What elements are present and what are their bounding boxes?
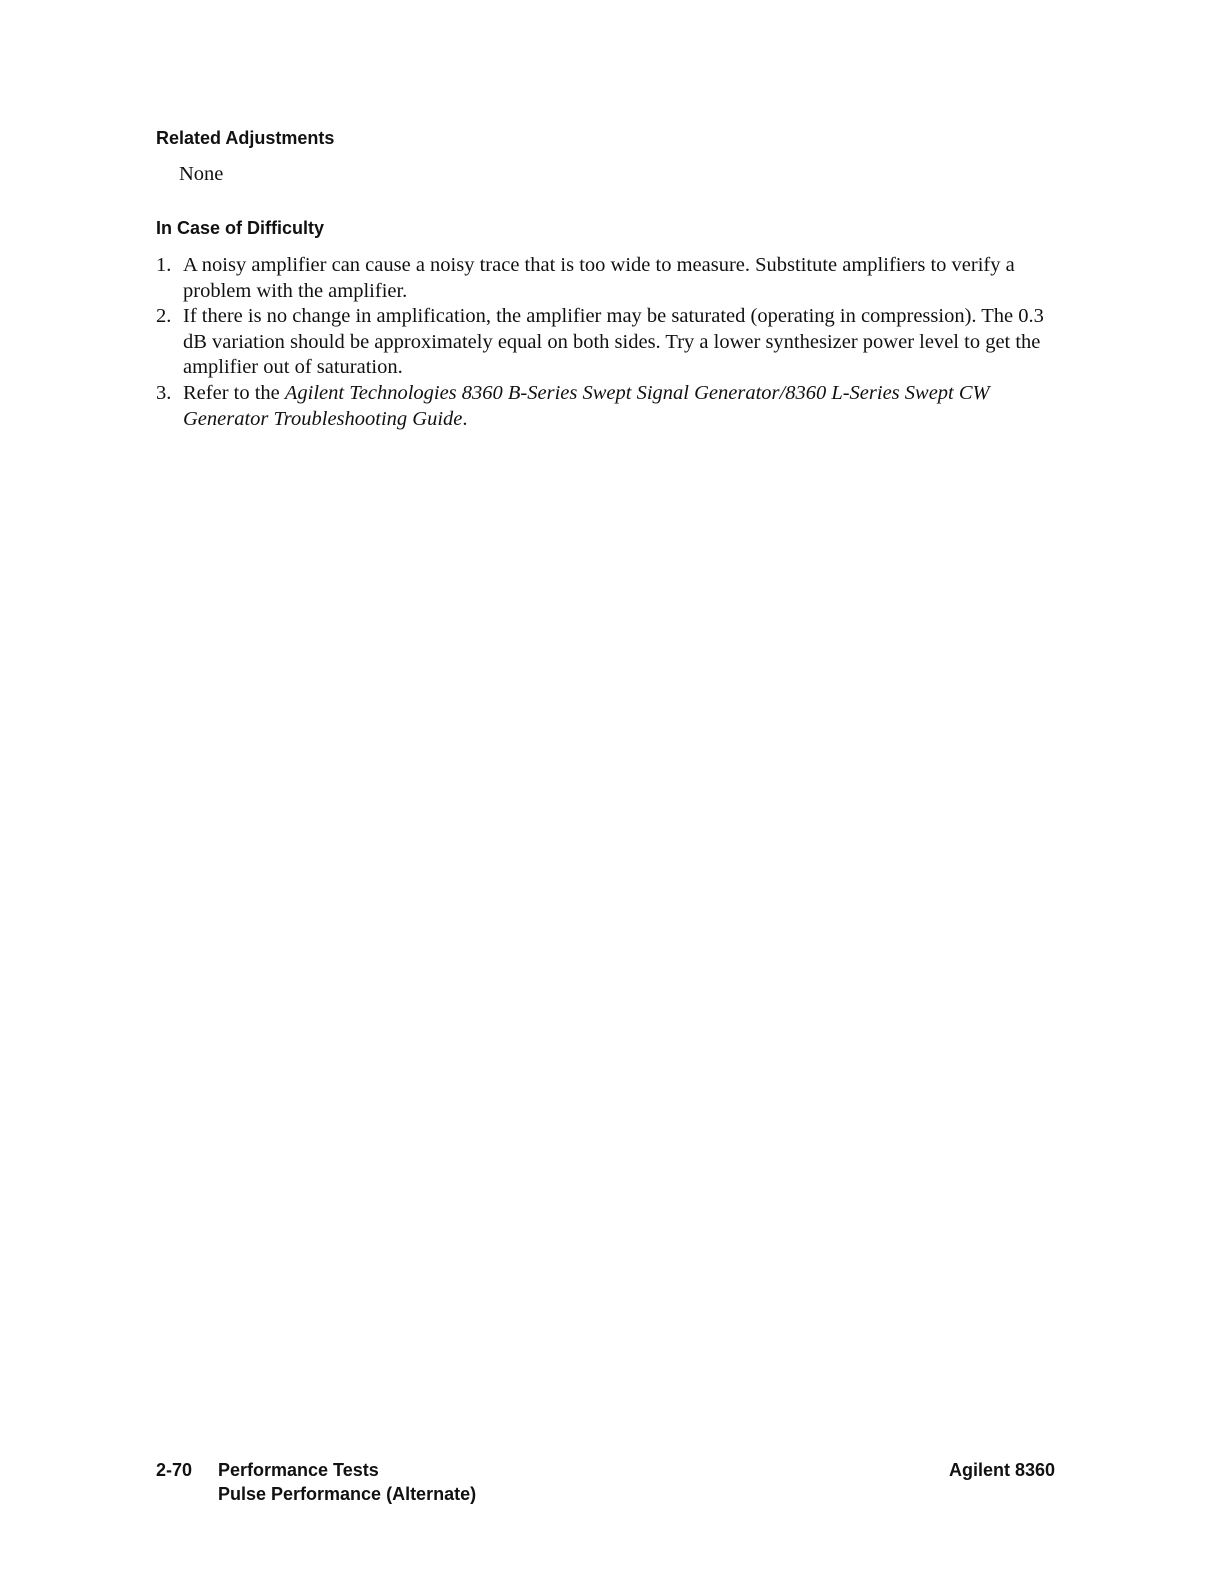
footer-subsection: Pulse Performance (Alternate) xyxy=(218,1484,477,1504)
footer-product: Agilent 8360 xyxy=(948,1460,1055,1480)
related-adjustments-heading: Related Adjustments xyxy=(156,128,335,148)
troubleshooting-guide-title: Agilent Technologies 8360 B-Series Swept Signal Generator/8360 L-Series Swept CW Generator Troubleshooting Guide xyxy=(183,381,990,430)
difficulty-item-3 xyxy=(156,381,1066,432)
item-suffix: . xyxy=(462,407,468,430)
footer-section: Performance Tests xyxy=(218,1460,379,1480)
difficulty-item-2 xyxy=(156,304,1066,381)
page-footer-left xyxy=(156,1458,476,1506)
item-number: 2. xyxy=(156,305,172,328)
related-adjustments-body: None xyxy=(179,163,224,185)
item-number: 3. xyxy=(156,381,172,404)
in-case-of-difficulty-heading: In Case of Difficulty xyxy=(156,218,325,238)
item-number: 1. xyxy=(156,254,172,276)
difficulty-list xyxy=(156,253,1066,432)
item-prefix: Refer to the xyxy=(183,381,285,404)
item-text: If there is no change in amplification, the amplifier may be saturated (operating in compression). The 0.3 dB variation should be approximately equal on both sides. Try a lower synthesizer power level to get the amplifier out of saturation. xyxy=(183,305,1044,379)
page-number: 2-70 xyxy=(156,1460,193,1480)
difficulty-item-1 xyxy=(156,253,1066,304)
item-text: A noisy amplifier can cause a noisy trace that is too wide to measure. Substitute amplifiers to verify a problem with the amplifier. xyxy=(183,254,1015,302)
